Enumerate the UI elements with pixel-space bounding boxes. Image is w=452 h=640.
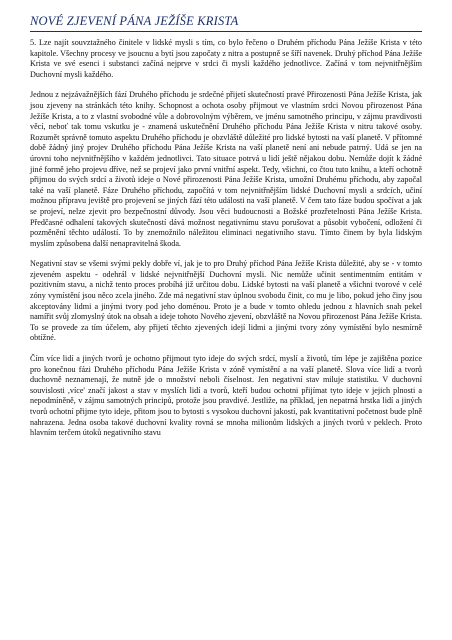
paragraph-1: 5. Lze najít souvztažného činitele v lidské mysli s tím, co bylo řečeno o Druhém příchodu Pána Ježíše Krista v této kapitole. Všechny procesy ve jsoucnu a bytí jsou započaty z nitra a postupně se šíří navenek. Druhý příchod Pána Ježíše Krista ve své esenci i substanci začíná nejprve v srdci či mysli každého jednotlivce. Začíná v tom nejvnitřnějším Duchovní mysli každého. (30, 38, 422, 79)
running-header: NOVÉ ZJEVENÍ PÁNA JEŽÍŠE KRISTA (30, 14, 422, 32)
paragraph-3: Negativní stav se všemi svými pekly dobře ví, jak je to pro Druhý příchod Pána Ježíše Krista důležité, aby se - v tomto zjeveném aspektu - odehrál v lidské nejvnitřnější Duchovní mysli. Nic nemůže učinit sentimentním entitám v pozitivním stavu, a nichž tento proces probíhá již určitou dobu. Lidské bytosti na vaší planetě a všichni tvorové v celé zóny vymístění jsou něco zcela jiného. Zde má negativní stav úplnou svobodu činit, co mu je libo, pokud jeho činy jsou akceptovány lidmi a jinými tvory pod jeho doménou. Proto je a bude v tomto ohledu jednou z hlavních snah pekel namířit svůj zlomyslný útok na obsah a ideje tohoto Nového zjevení, obzvláště na Novou přirozenost Pána Ježíše Krista. To se provede za tím účelem, aby přijetí těchto zjevených idejí lidmi a jinými tvory zóny vymístění bylo nesmírně obtížné. (30, 259, 422, 343)
paragraph-4: Čím více lidí a jiných tvorů je ochotno přijmout tyto ideje do svých srdcí, myslí a životů, tím lépe je zajištěna pozice pro konečnou fázi Druhého příchodu Pána Ježíše Krista v zóně vymístění a na vaší planetě. Slova více lidí a tvorů duchovně neznamenají, že nutně jde o množství neboli číselnost. Jen negativní stav miluje statistiku. V duchovní souvislosti ,více' značí jakost a stav v myslích lidí a tvorů, kteří budou ochotni přijímat tyto ideje v jejich plnosti a nepodmíněně, v zájmu samotných principů, protože jsou pravdivé. Jestliže, na příklad, jen nepatrná hrstka lidí a jiných tvorů ochotní přijme tyto ideje, přitom jsou to bytosti s vysokou duchovní jakostí, pak kvantitativní početnost bude plně nahrazena. Jedna osoba takové duchovní kvality rovná se mnoha milionům lidských a jiných tvorů v peklech. Proto hlavním terčem útoků negativního stavu (30, 354, 422, 438)
paragraph-2: Jednou z nejzávažnějších fází Druhého příchodu je srdečné přijetí skutečností pravé Přirozenosti Pána Ježíše Krista, jak jsou zjeveny na stránkách této knihy. Schopnost a ochota osoby přijmout ve vlastním srdci Novou přirozenost Pána Ježíše Krista, a to z vlastní svobodné vůle a dobrovolným výběrem, ve jménu samotného principu, v zájmu pravdivosti věcí, neboť tak tomu vskutku je - znamená uskutečnění Druhého příchodu Pána Ježíše Krista v nitru takové osoby. Rozumět správně tomuto aspektu Druhého příchodu je obzvláště důležité pro lidské bytosti na vaší planetě. V přítomné době žádný jiný projev Druhého příchodu Pána Ježíše Krista na vaší planetě není ani nebude patrný. Udá se jen na úrovni toho nejvnitřnějšího v každém jednotlivci. Tato situace potrvá u lidí ještě nějakou dobu. Nemůže dojít k žádné jiné formě jeho projevu dříve, než se projeví jako první vnitřní aspekt. Tedy, všichni, co čtou tuto knihu, a kteří ochotně přijmou do svých srdcí a životů ideje o Nové přirozenosti Pána Ježíše Krista, umožní Druhému příchodu, aby započal také na vaší planetě. Fáze Druhého příchodu, započítá v tom nejvnitřnějším lidské Duchovní mysli a srdcích, učiní možnou přípravu jeviště pro projevení se jiných fází této události na vaší planetě. V čem tato fáze budou spočívat a jak se projeví, nelze zjevit pro bezpečnostní důvody. Jsou věci budoucnosti a Božské prozřetelnosti Pána Ježíše Krista. Předčasné odhalení takových skutečností dává možnost negativnímu stavu porušovat a působit vybočení, odložení či pozměnění těchto událostí. To by znemožnilo náležitou eliminaci negativního stavu. Tímto činem by byla lidským myslím způsobena další nenapravitelná škoda. (30, 90, 422, 248)
document-page (30, 14, 422, 449)
